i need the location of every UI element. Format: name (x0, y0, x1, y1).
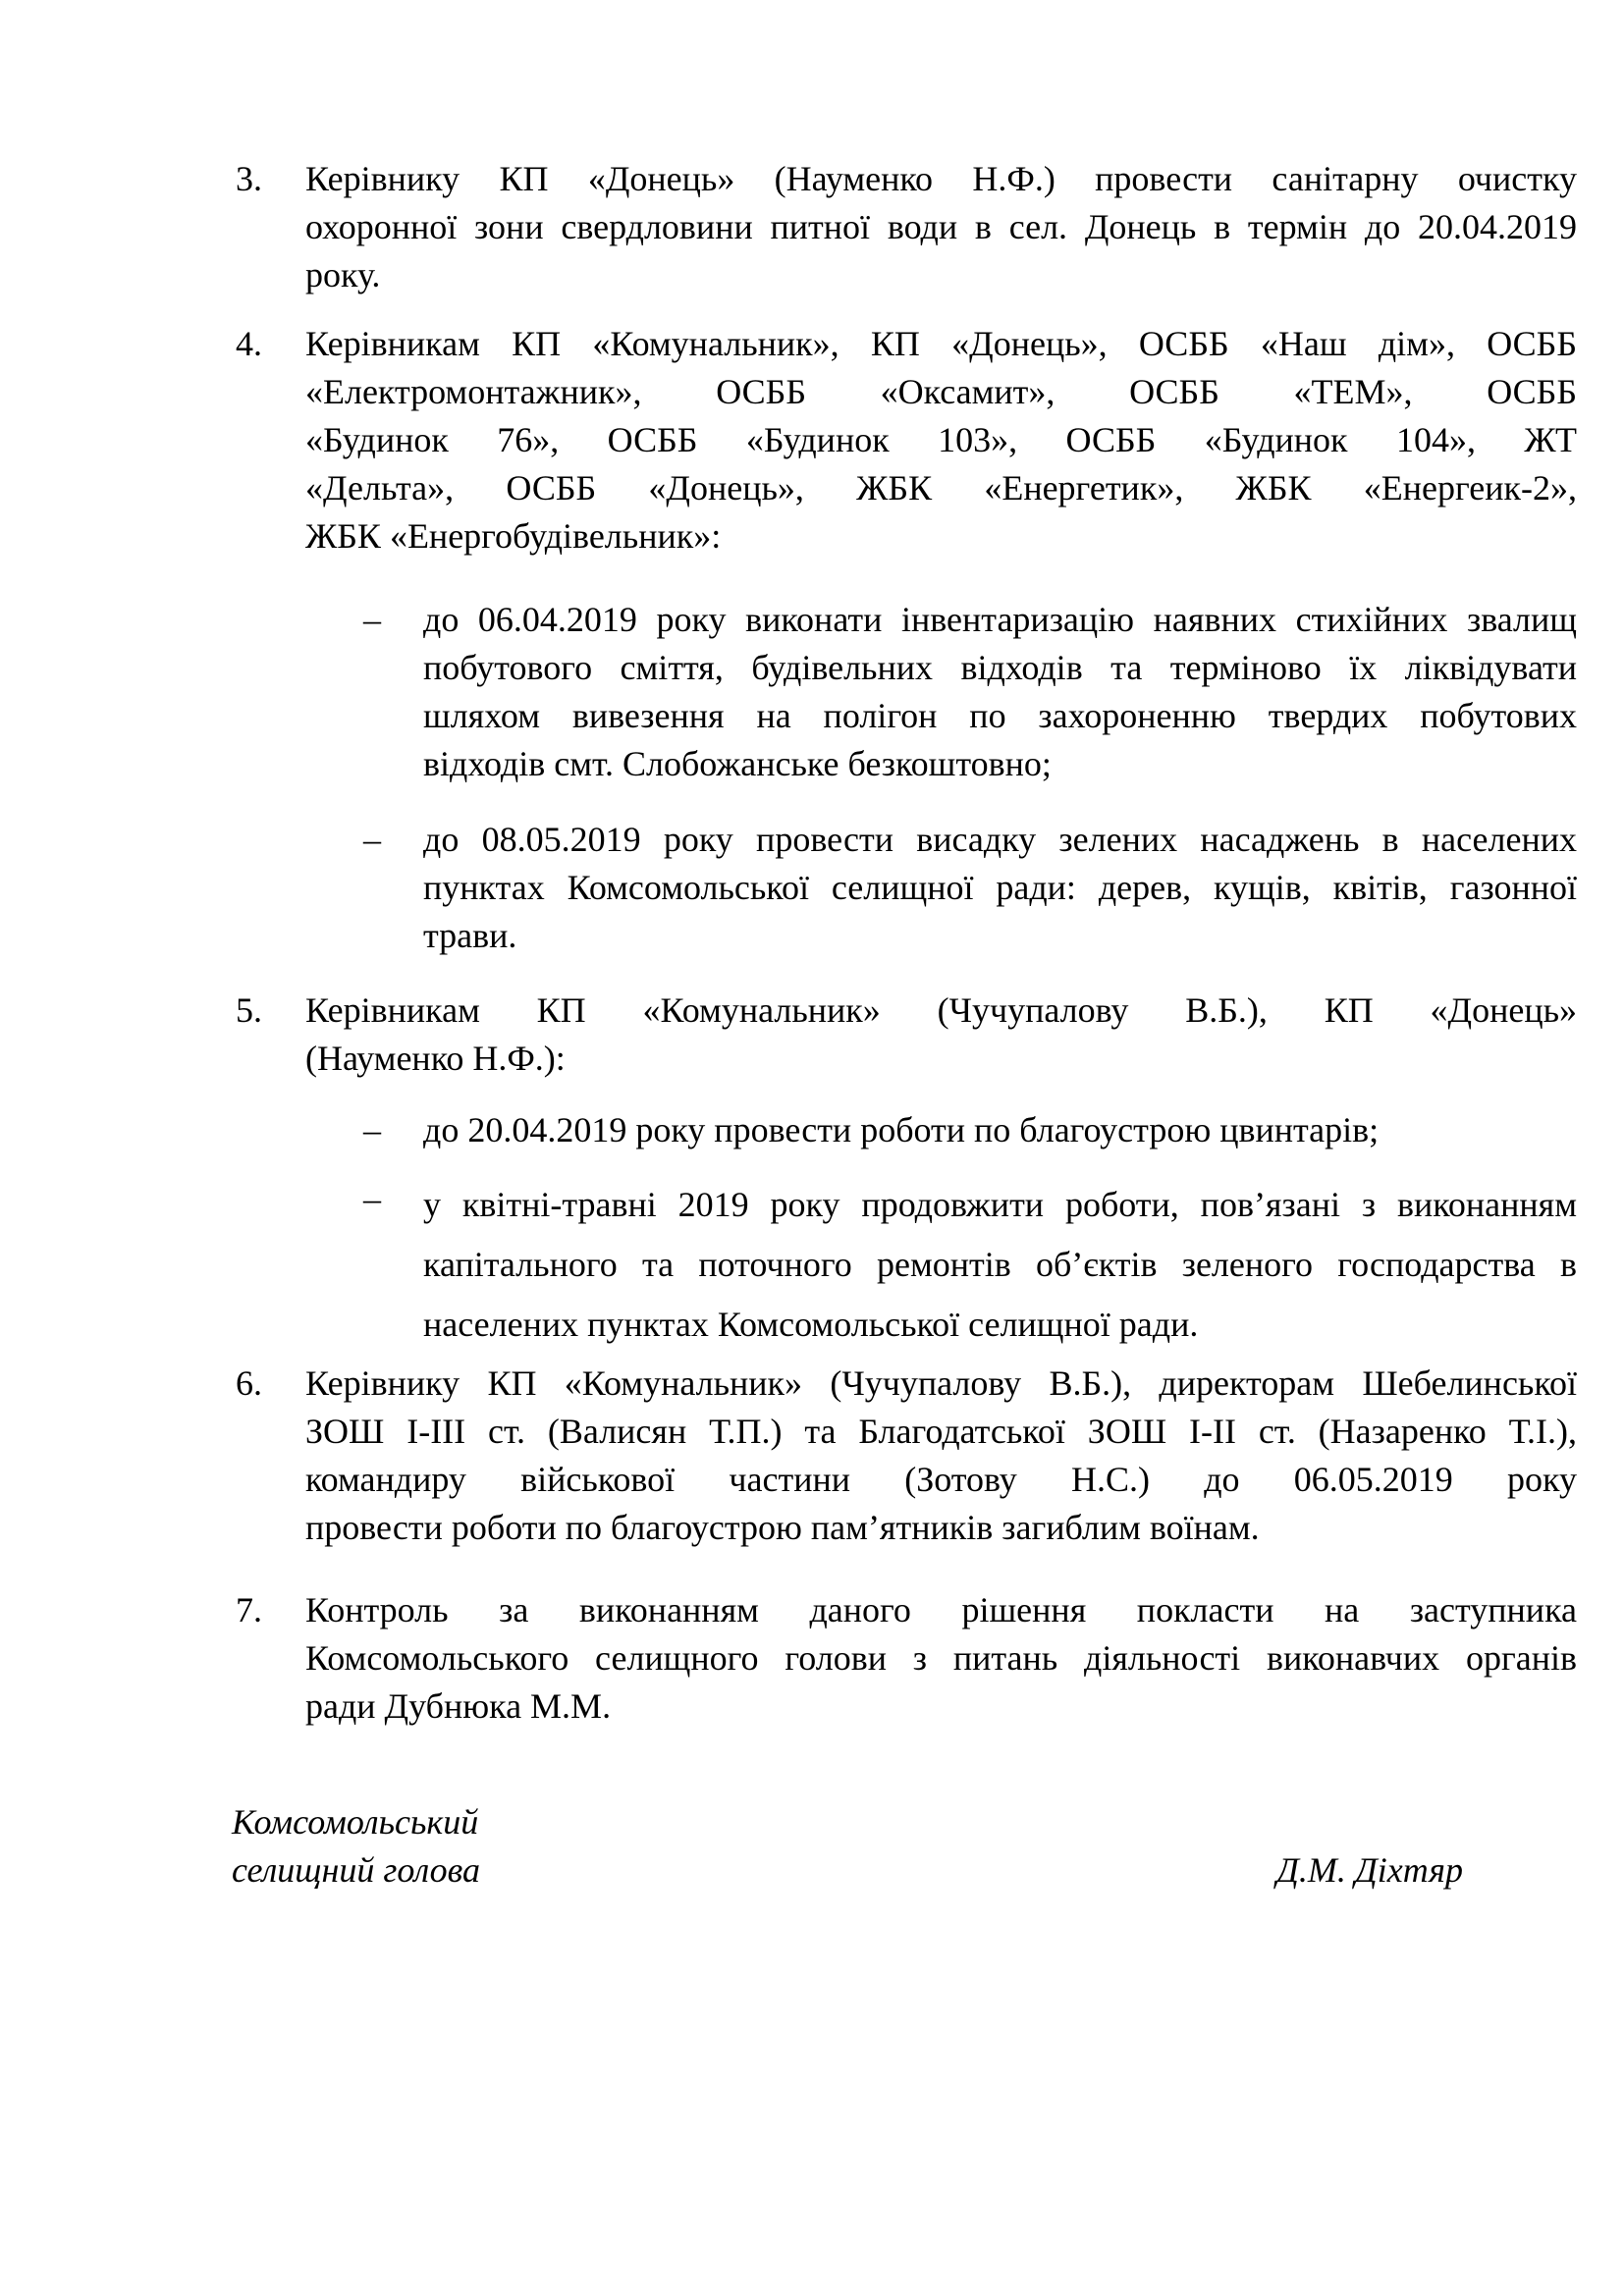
text-line: населених пунктах Комсомольської селищної ради. (423, 1305, 1199, 1344)
sub-item (363, 1175, 1577, 1355)
text-line: Керівникам КП «Комунальник» (Чучупалову В.Б.), КП «Донець» (305, 990, 1577, 1030)
item-number: 7. (236, 1590, 262, 1629)
sub-item (363, 596, 1577, 788)
item-text (305, 155, 1577, 299)
text-line: року. (305, 255, 381, 294)
sub-item (363, 816, 1577, 960)
list-item-7 (236, 1586, 1577, 1731)
signature-position (232, 1798, 480, 1895)
sub-item-text (423, 816, 1577, 960)
signature-position-line2: селищний голова (232, 1850, 480, 1890)
item-text (305, 1586, 1577, 1731)
text-line: Контроль за виконанням даного рішення покласти на заступника (305, 1590, 1577, 1629)
text-line: побутового сміття, будівельних відходів та терміново їх ліквідувати (423, 648, 1577, 687)
text-line: у квітні-травні 2019 року продовжити роботи, пов’язані з виконанням (423, 1185, 1577, 1224)
item-number: 3. (236, 159, 262, 198)
text-line: «Дельта», ОСББ «Донець», ЖБК «Енергетик», ЖБК «Енергеик-2», (305, 468, 1577, 507)
sub-item (363, 1106, 1577, 1154)
text-line: командиру військової частини (Зотову Н.С.) до 06.05.2019 року (305, 1460, 1577, 1499)
item-number: 6. (236, 1363, 262, 1403)
list-item-6 (236, 1360, 1577, 1552)
text-line: охоронної зони свердловини питної води в сел. Донець в термін до 20.04.2019 (305, 207, 1577, 246)
text-line: шляхом вивезення на полігон по захороненню твердих побутових (423, 696, 1577, 735)
text-line: капітального та поточного ремонтів об’єктів зеленого господарства в (423, 1245, 1577, 1284)
text-line: відходів смт. Слобожанське безкоштовно; (423, 744, 1052, 783)
dash-marker: – (363, 600, 381, 639)
text-line: трави. (423, 916, 517, 955)
dash-marker: – (363, 820, 381, 859)
text-line: пунктах Комсомольської селищної ради: дерев, кущів, квітів, газонної (423, 868, 1577, 907)
item-text (305, 320, 1577, 561)
text-line: Керівнику КП «Комунальник» (Чучупалову В.Б.), директорам Шебелинської (305, 1363, 1577, 1403)
text-line: ЖБК «Енергобудівельник»: (305, 516, 722, 556)
text-line: до 20.04.2019 року провести роботи по благоустрою цвинтарів; (423, 1110, 1380, 1149)
text-line: провести роботи по благоустрою пам’ятників загиблим воїнам. (305, 1508, 1260, 1547)
text-line: Комсомольського селищного голови з питань діяльності виконавчих органів (305, 1638, 1577, 1678)
list-item-5 (236, 987, 1577, 1083)
sub-item-text (423, 1175, 1577, 1355)
dash-marker: – (363, 1179, 381, 1218)
list-item-4 (236, 320, 1577, 561)
text-line: ЗОШ І-ІІІ ст. (Валисян Т.П.) та Благодатської ЗОШ І-ІІ ст. (Назаренко Т.І.), (305, 1412, 1577, 1451)
text-line: Керівникам КП «Комунальник», КП «Донець», ОСББ «Наш дім», ОСББ (305, 324, 1577, 363)
text-line: ради Дубнюка М.М. (305, 1686, 612, 1726)
text-line: (Науменко Н.Ф.): (305, 1039, 566, 1078)
sub-item-text (423, 596, 1577, 788)
text-line: Керівнику КП «Донець» (Науменко Н.Ф.) провести санітарну очистку (305, 159, 1577, 198)
text-line: до 06.04.2019 року виконати інвентаризацію наявних стихійних звалищ (423, 600, 1577, 639)
item-number: 5. (236, 990, 262, 1030)
list-item-3 (236, 155, 1577, 299)
sub-item-text (423, 1106, 1577, 1154)
signature-name: Д.М. Діхтяр (1276, 1850, 1463, 1890)
item-text (305, 1360, 1577, 1552)
dash-marker: – (363, 1110, 381, 1149)
text-line: «Будинок 76», ОСББ «Будинок 103», ОСББ «Будинок 104», ЖТ (305, 420, 1577, 459)
text-line: до 08.05.2019 року провести висадку зелених насаджень в населених (423, 820, 1577, 859)
text-line: «Електромонтажник», ОСББ «Оксамит», ОСББ «ТЕМ», ОСББ (305, 372, 1577, 411)
item-number: 4. (236, 324, 262, 363)
signature-position-line1: Комсомольський (232, 1802, 479, 1842)
item-text (305, 987, 1577, 1083)
